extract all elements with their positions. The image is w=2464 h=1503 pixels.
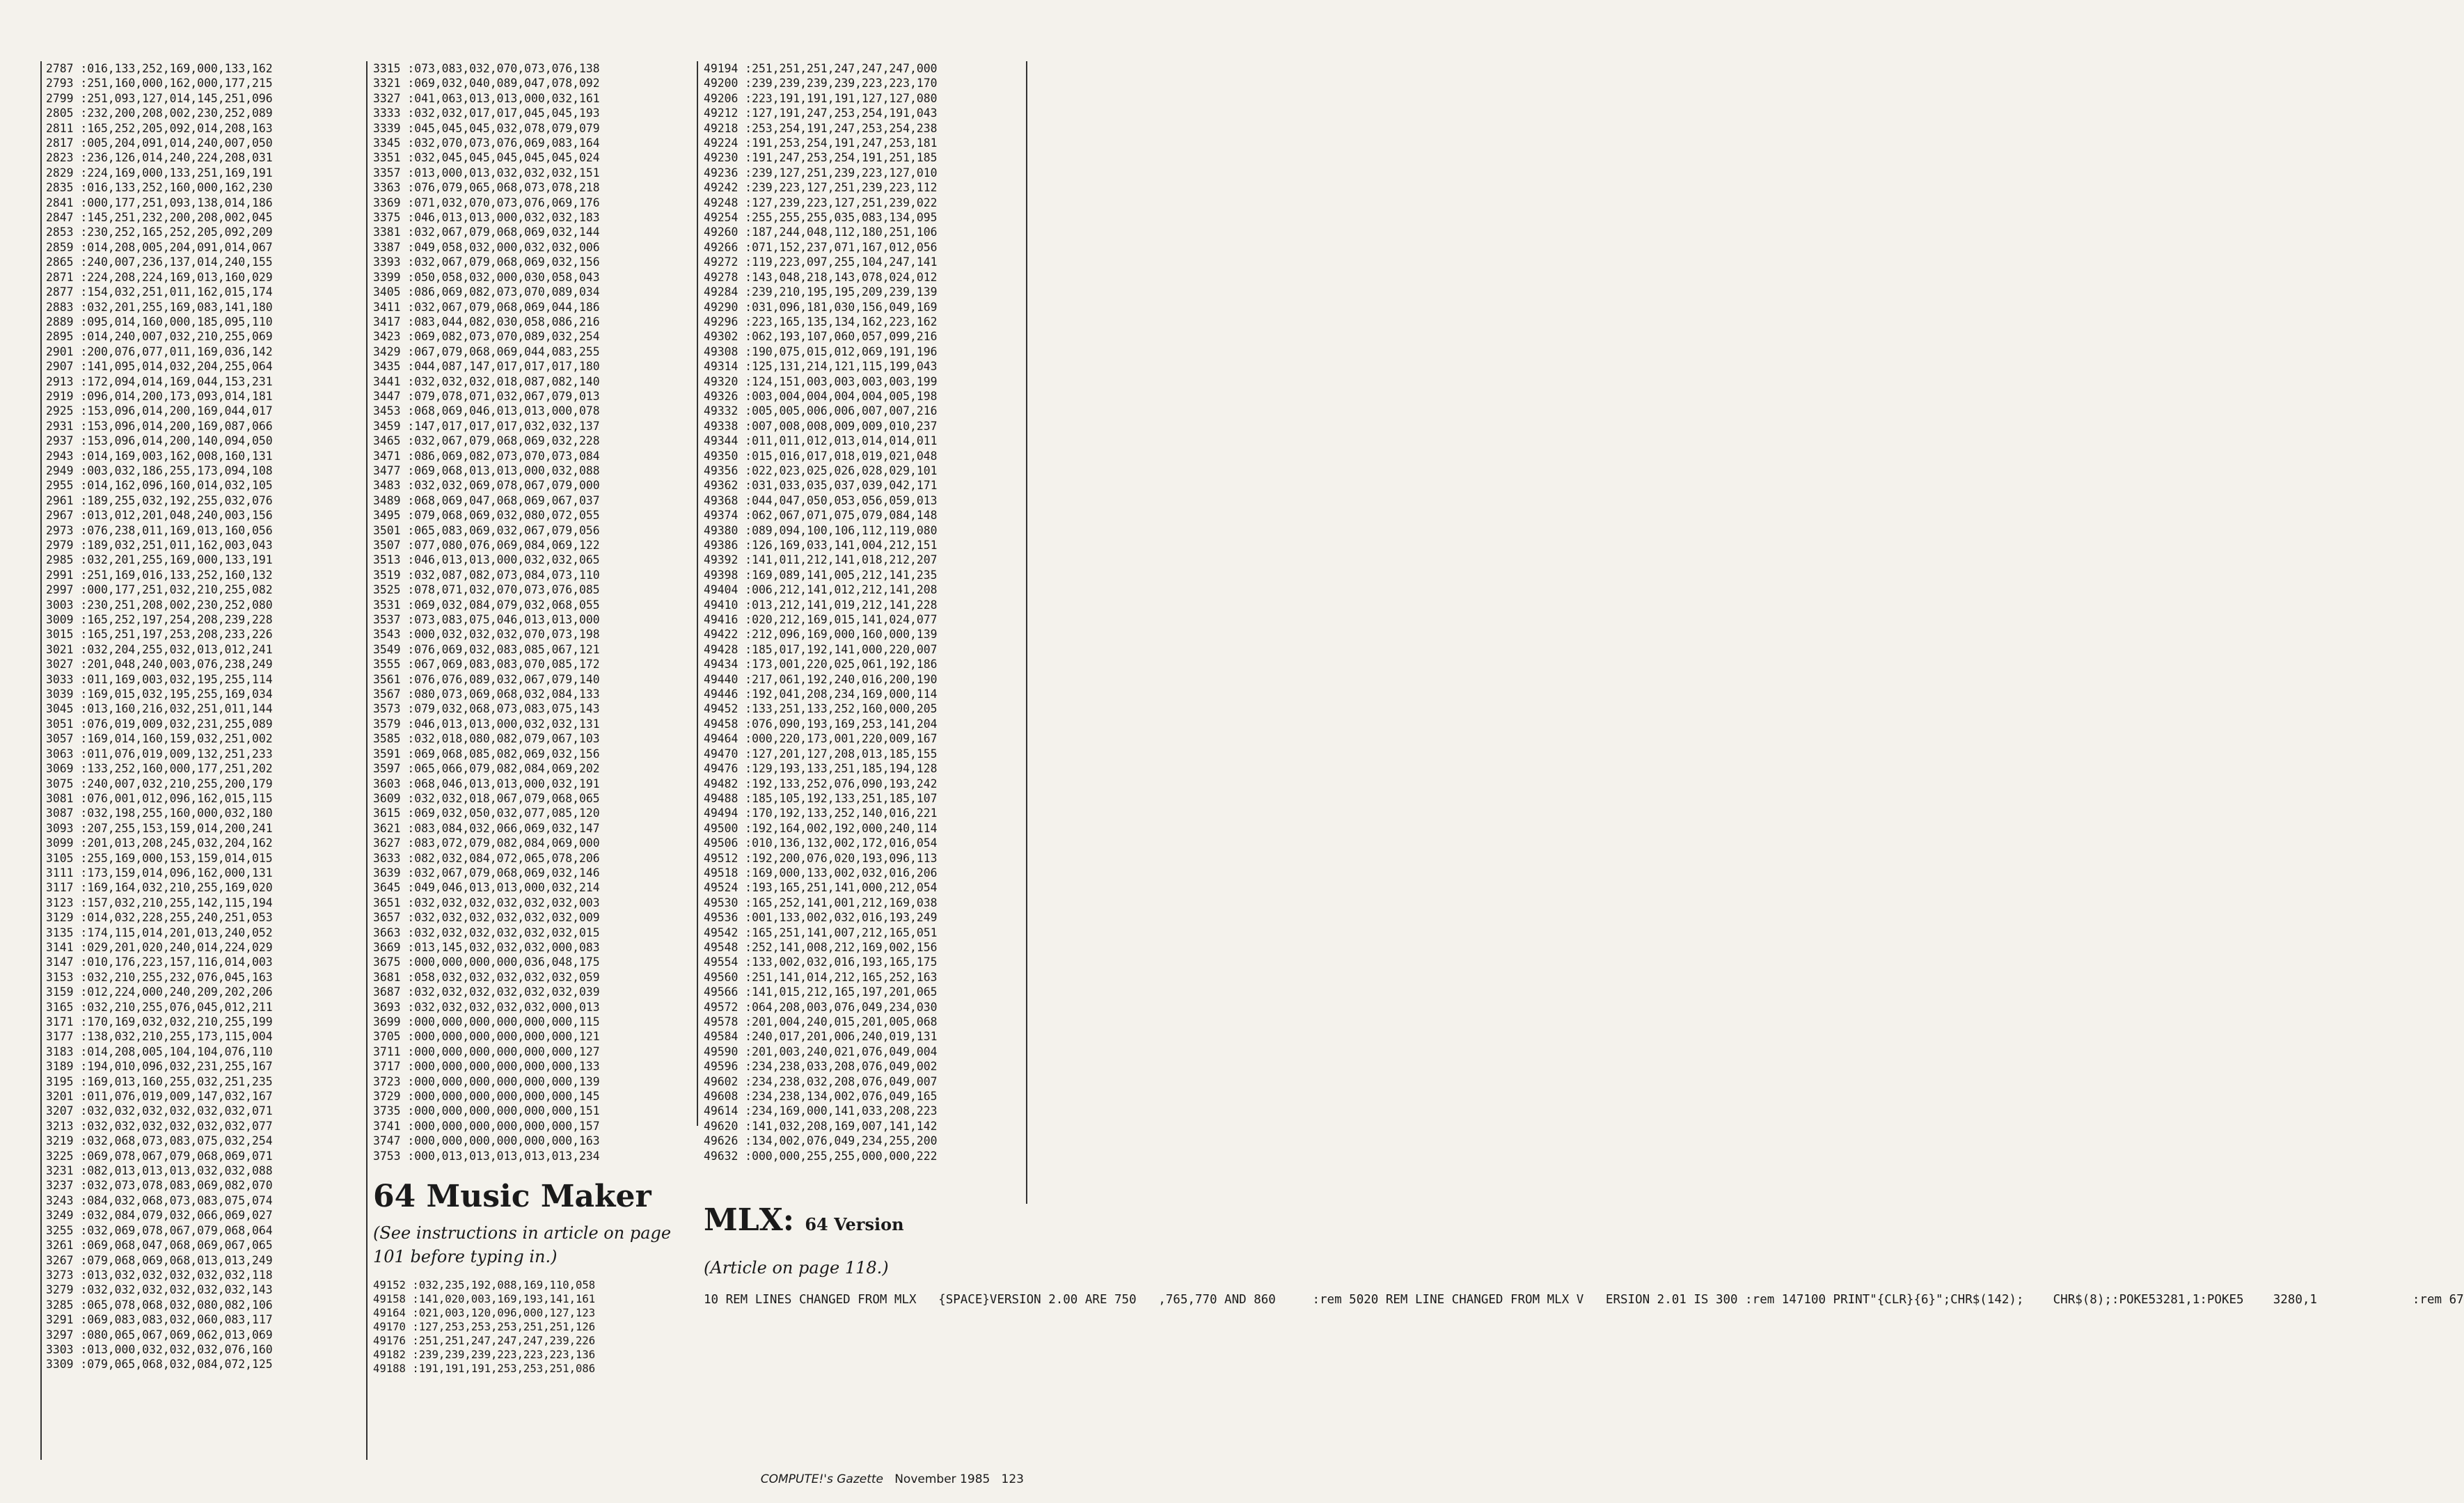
listing-column-3 — [704, 61, 2464, 1308]
listing-line: 3141 :029,201,020,240,014,224,029 — [46, 940, 273, 954]
listing-line: 3501 :065,083,069,032,067,079,056 — [373, 523, 600, 537]
listing-line: 49428 :185,017,192,141,000,220,007 — [704, 642, 938, 656]
listing-line: 49224 :191,253,254,191,247,253,181 — [704, 136, 938, 150]
listing-line: 3687 :032,032,032,032,032,032,039 — [373, 985, 600, 999]
listing-line: ERSION 2.01 IS 300 :rem 147 — [1584, 1293, 1804, 1307]
listing-line: 3477 :069,068,013,013,000,032,088 — [373, 463, 600, 477]
listing-line: 49458 :076,090,193,169,253,141,204 — [704, 717, 938, 731]
listing-column-2 — [373, 61, 686, 1376]
listing-line: 49632 :000,000,255,255,000,000,222 — [704, 1149, 938, 1163]
listing-line: 3057 :169,014,160,159,032,251,002 — [46, 732, 273, 746]
listing-line: 2955 :014,162,096,160,014,032,105 — [46, 479, 273, 493]
listing-line: 3303 :013,000,032,032,032,076,160 — [46, 1342, 273, 1356]
listing-line: 2877 :154,032,251,011,162,015,174 — [46, 285, 273, 299]
listing-line: 49572 :064,208,003,076,049,234,030 — [704, 1000, 938, 1014]
listing-line: 49158 :141,020,003,169,193,141,161 — [373, 1293, 596, 1306]
listing-line: 49320 :124,151,003,003,003,003,199 — [704, 374, 938, 388]
listing-line: 49416 :020,212,169,015,141,024,077 — [704, 613, 938, 627]
listing-line: 2811 :165,252,205,092,014,208,163 — [46, 121, 273, 135]
listing-line: 49314 :125,131,214,121,115,199,043 — [704, 360, 938, 374]
listing-line: 49422 :212,096,169,000,160,000,139 — [704, 628, 938, 642]
listing-line: 2895 :014,240,007,032,210,255,069 — [46, 330, 273, 344]
listing-line: 49206 :223,191,191,191,127,127,080 — [704, 91, 938, 105]
listing-line: 3411 :032,067,079,068,069,044,186 — [373, 300, 600, 314]
listing-line: 3327 :041,063,013,013,000,032,161 — [373, 91, 600, 105]
listing-line: 3735 :000,000,000,000,000,000,151 — [373, 1104, 600, 1118]
listing-line: 49344 :011,011,012,013,014,014,011 — [704, 434, 938, 448]
listing-line: 3693 :032,032,032,032,032,000,013 — [373, 1000, 600, 1014]
listing-line: 49464 :000,220,173,001,220,009,167 — [704, 732, 938, 746]
listing-line: 49554 :133,002,032,016,193,165,175 — [704, 955, 938, 969]
listing-line: 3195 :169,013,160,255,032,251,235 — [46, 1074, 273, 1088]
listing-line: 3009 :165,252,197,254,208,239,228 — [46, 613, 273, 627]
listing-line: 3423 :069,082,073,070,089,032,254 — [373, 330, 600, 344]
listing-line: 49530 :165,252,141,001,212,169,038 — [704, 896, 938, 909]
listing-line: 49194 :251,251,251,247,247,247,000 — [704, 62, 938, 75]
listing-line: 3561 :076,076,089,032,067,079,140 — [373, 672, 600, 686]
hex-listing — [46, 61, 359, 1372]
listing-line: 49392 :141,011,212,141,018,212,207 — [704, 553, 938, 567]
music-maker-listing — [373, 1278, 686, 1376]
listing-line: 2883 :032,201,255,169,083,141,180 — [46, 300, 273, 314]
mlx-title-main: MLX: — [704, 1202, 795, 1239]
listing-line: 49212 :127,191,247,253,254,191,043 — [704, 106, 938, 120]
listing-line: 49548 :252,141,008,212,169,002,156 — [704, 940, 938, 954]
listing-line: 49188 :191,191,191,253,253,251,086 — [373, 1362, 596, 1376]
listing-line: 2829 :224,169,000,133,251,169,191 — [46, 166, 273, 180]
listing-line: 3243 :084,032,068,073,083,075,074 — [46, 1193, 273, 1207]
hex-listing — [373, 61, 686, 1163]
listing-line: 3273 :013,032,032,032,032,032,118 — [46, 1268, 273, 1282]
listing-line: 49470 :127,201,127,208,013,185,155 — [704, 747, 938, 761]
listing-line: 3237 :032,073,078,083,069,082,070 — [46, 1179, 273, 1193]
listing-line: 3441 :032,032,032,018,087,082,140 — [373, 374, 600, 388]
listing-line: 3249 :032,084,079,032,066,069,027 — [46, 1209, 273, 1223]
listing-line: 3033 :011,169,003,032,195,255,114 — [46, 672, 273, 686]
listing-line: 2937 :153,096,014,200,140,094,050 — [46, 434, 273, 448]
listing-line: 3519 :032,087,082,073,084,073,110 — [373, 568, 600, 582]
listing-line: 2949 :003,032,186,255,173,094,108 — [46, 463, 273, 477]
listing-line: 3075 :240,007,032,210,255,200,179 — [46, 777, 273, 790]
listing-line: 3675 :000,000,000,000,036,048,175 — [373, 955, 600, 969]
listing-line: 3543 :000,032,032,032,070,073,198 — [373, 628, 600, 642]
listing-line: 49602 :234,238,032,208,076,049,007 — [704, 1074, 938, 1088]
listing-line: 3225 :069,078,067,079,068,069,071 — [46, 1149, 273, 1163]
listing-line: 3741 :000,000,000,000,000,000,157 — [373, 1119, 600, 1133]
listing-line: 49398 :169,089,141,005,212,141,235 — [704, 568, 938, 582]
listing-line: 3261 :069,068,047,068,069,067,065 — [46, 1239, 273, 1252]
listing-line: 2925 :153,096,014,200,169,044,017 — [46, 404, 273, 418]
listing-line: 2841 :000,177,251,093,138,014,186 — [46, 196, 273, 209]
listing-line: 3747 :000,000,000,000,000,000,163 — [373, 1134, 600, 1148]
listing-line: 3447 :079,078,071,032,067,079,013 — [373, 389, 600, 403]
listing-line: 3495 :079,068,069,032,080,072,055 — [373, 509, 600, 523]
listing-line: 3189 :194,010,096,032,231,255,167 — [46, 1060, 273, 1074]
listing-line: 49260 :187,244,048,112,180,251,106 — [704, 225, 938, 239]
listing-line: 3201 :011,076,019,009,147,032,167 — [46, 1090, 273, 1104]
listing-line: 2817 :005,204,091,014,240,007,050 — [46, 136, 273, 150]
listing-line: 3579 :046,013,013,000,032,032,131 — [373, 717, 600, 731]
listing-line: 3045 :013,160,216,032,251,011,144 — [46, 702, 273, 716]
listing-line: 49476 :129,193,133,251,185,194,128 — [704, 762, 938, 776]
music-maker-note: (See instructions in article on page 101 before typing in.) — [373, 1223, 672, 1267]
listing-line: 3297 :080,065,067,069,062,013,069 — [46, 1328, 273, 1342]
listing-line: 49626 :134,002,076,049,234,255,200 — [704, 1134, 938, 1148]
listing-line: 2847 :145,251,232,200,208,002,045 — [46, 211, 273, 225]
listing-line: 2793 :251,160,000,162,000,177,215 — [46, 77, 273, 90]
listing-line: 2985 :032,201,255,169,000,133,191 — [46, 553, 273, 567]
listing-line: 3285 :065,078,068,032,080,082,106 — [46, 1298, 273, 1312]
listing-line: 49482 :192,133,252,076,090,193,242 — [704, 777, 938, 790]
listing-line: 49254 :255,255,255,035,083,134,095 — [704, 211, 938, 225]
listing-line: 3387 :049,058,032,000,032,032,006 — [373, 240, 600, 254]
mlx-title — [704, 1202, 1024, 1238]
listing-line: 3027 :201,048,240,003,076,238,249 — [46, 658, 273, 671]
listing-line: 3369 :071,032,070,073,076,069,176 — [373, 196, 600, 209]
listing-line: 3555 :067,069,083,083,070,085,172 — [373, 658, 600, 671]
listing-line: 49284 :239,210,195,195,209,239,139 — [704, 285, 938, 299]
listing-line: 3381 :032,067,079,068,069,032,144 — [373, 225, 600, 239]
listing-line: 2913 :172,094,014,169,044,153,231 — [46, 374, 273, 388]
listing-line: 3219 :032,068,073,083,075,032,254 — [46, 1134, 273, 1148]
listing-column-1 — [46, 61, 359, 1372]
listing-line: 3591 :069,068,085,082,069,032,156 — [373, 747, 600, 761]
listing-line: 3111 :173,159,014,096,162,000,131 — [46, 866, 273, 880]
footer-magazine: COMPUTE!'s Gazette — [760, 1472, 883, 1486]
listing-line: 49248 :127,239,223,127,251,239,022 — [704, 196, 938, 209]
listing-line: 3279 :032,032,032,032,032,032,143 — [46, 1283, 273, 1297]
listing-line: 49380 :089,094,100,106,112,119,080 — [704, 523, 938, 537]
listing-line: {SPACE}VERSION 2.00 ARE 750 — [916, 1293, 1137, 1307]
listing-line: 49452 :133,251,133,252,160,000,205 — [704, 702, 938, 716]
listing-line: 3375 :046,013,013,000,032,032,183 — [373, 211, 600, 225]
listing-line: 3333 :032,032,017,017,045,045,193 — [373, 106, 600, 120]
listing-line: 3280,1 :rem 67 — [2243, 1293, 2464, 1307]
listing-line: 49446 :192,041,208,234,169,000,114 — [704, 687, 938, 701]
listing-line: 49266 :071,152,237,071,167,012,056 — [704, 240, 938, 254]
listing-line: 3015 :165,251,197,253,208,233,226 — [46, 628, 273, 642]
footer-issue: November 1985 — [894, 1472, 990, 1486]
listing-line: 3633 :082,032,084,072,065,078,206 — [373, 851, 600, 865]
listing-line: 3165 :032,210,255,076,045,012,211 — [46, 1000, 273, 1014]
listing-line: 3603 :068,046,013,013,000,032,191 — [373, 777, 600, 790]
listing-line: 49404 :006,212,141,012,212,141,208 — [704, 583, 938, 597]
listing-line: 3351 :032,045,045,045,045,045,024 — [373, 151, 600, 165]
listing-line: 3123 :157,032,210,255,142,115,194 — [46, 896, 273, 909]
listing-line: 3051 :076,019,009,032,231,255,089 — [46, 717, 273, 731]
listing-line: 49326 :003,004,004,004,004,005,198 — [704, 389, 938, 403]
listing-line: 3213 :032,032,032,032,032,032,077 — [46, 1119, 273, 1133]
listing-line: 3729 :000,000,000,000,000,000,145 — [373, 1090, 600, 1104]
page-footer — [761, 1472, 1024, 1486]
listing-line: 49500 :192,164,002,192,000,240,114 — [704, 821, 938, 835]
listing-line: 3345 :032,070,073,076,069,083,164 — [373, 136, 600, 150]
listing-line: 3021 :032,204,255,032,013,012,241 — [46, 642, 273, 656]
listing-line: 3513 :046,013,013,000,032,032,065 — [373, 553, 600, 567]
listing-line: 2787 :016,133,252,169,000,133,162 — [46, 62, 273, 75]
listing-line: 3231 :082,013,013,013,032,032,088 — [46, 1164, 273, 1178]
listing-line: 2889 :095,014,160,000,185,095,110 — [46, 315, 273, 328]
listing-line: 2871 :224,208,224,169,013,160,029 — [46, 270, 273, 284]
listing-line: 2979 :189,032,251,011,162,003,043 — [46, 539, 273, 552]
listing-line: 49218 :253,254,191,247,253,254,238 — [704, 121, 938, 135]
listing-line: 3309 :079,065,068,032,084,072,125 — [46, 1358, 273, 1371]
listing-line: 49290 :031,096,181,030,156,049,169 — [704, 300, 938, 314]
listing-line: 3435 :044,087,147,017,017,017,180 — [373, 360, 600, 374]
listing-line: 3105 :255,169,000,153,159,014,015 — [46, 851, 273, 865]
listing-line: 49536 :001,133,002,032,016,193,249 — [704, 911, 938, 925]
listing-line: 3207 :032,032,032,032,032,032,071 — [46, 1104, 273, 1118]
listing-line: 3753 :000,013,013,013,013,013,234 — [373, 1149, 600, 1163]
listing-line: 3159 :012,224,000,240,209,202,206 — [46, 985, 273, 999]
column-rule — [697, 61, 698, 1126]
listing-line: 49356 :022,023,025,026,028,029,101 — [704, 463, 938, 477]
listing-line: 3153 :032,210,255,232,076,045,163 — [46, 970, 273, 984]
listing-line: 3039 :169,015,032,195,255,169,034 — [46, 687, 273, 701]
listing-line: 49506 :010,136,132,002,172,016,054 — [704, 836, 938, 850]
listing-line: 2859 :014,208,005,204,091,014,067 — [46, 240, 273, 254]
mlx-basic-listing — [704, 1292, 2464, 1308]
listing-line: ,765,770 AND 860 :rem 50 — [1136, 1293, 1364, 1307]
listing-line: 3573 :079,032,068,073,083,075,143 — [373, 702, 600, 716]
footer-page-number: 123 — [1001, 1472, 1024, 1486]
listing-line: 2931 :153,096,014,200,169,087,066 — [46, 419, 273, 433]
listing-line: 49164 :021,003,120,096,000,127,123 — [373, 1307, 596, 1320]
listing-line: CHR$(8);:POKE53281,1:POKE5 — [2023, 1293, 2244, 1307]
listing-line: 3669 :013,145,032,032,032,000,083 — [373, 940, 600, 954]
listing-line: 3093 :207,255,153,159,014,200,241 — [46, 821, 273, 835]
listing-line: 49434 :173,001,220,025,061,192,186 — [704, 658, 938, 671]
listing-line: 3645 :049,046,013,013,000,032,214 — [373, 881, 600, 895]
listing-line: 49338 :007,008,008,009,009,010,237 — [704, 419, 938, 433]
listing-line: 3135 :174,115,014,201,013,240,052 — [46, 925, 273, 939]
listing-line: 3585 :032,018,080,082,079,067,103 — [373, 732, 600, 746]
listing-line: 49152 :032,235,192,088,169,110,058 — [373, 1279, 596, 1292]
listing-line: 49182 :239,239,239,223,223,223,136 — [373, 1349, 596, 1362]
listing-line: 2865 :240,007,236,137,014,240,155 — [46, 255, 273, 269]
listing-line: 2967 :013,012,201,048,240,003,156 — [46, 509, 273, 523]
listing-line: 3129 :014,032,228,255,240,251,053 — [46, 911, 273, 925]
listing-line: 20 REM LINE CHANGED FROM MLX V — [1364, 1293, 1584, 1307]
listing-line: 3621 :083,084,032,066,069,032,147 — [373, 821, 600, 835]
listing-line: 3453 :068,069,046,013,013,000,078 — [373, 404, 600, 418]
listing-line: 3651 :032,032,032,032,032,032,003 — [373, 896, 600, 909]
listing-line: 49524 :193,165,251,141,000,212,054 — [704, 881, 938, 895]
mlx-note: (Article on page 118.) — [704, 1258, 889, 1278]
listing-line: 3681 :058,032,032,032,032,032,059 — [373, 970, 600, 984]
listing-line: 3321 :069,032,040,089,047,078,092 — [373, 77, 600, 90]
listing-line: 49374 :062,067,071,075,079,084,148 — [704, 509, 938, 523]
listing-line: 49386 :126,169,033,141,004,212,151 — [704, 539, 938, 552]
listing-line: 49590 :201,003,240,021,076,049,004 — [704, 1044, 938, 1058]
listing-line: 3357 :013,000,013,032,032,032,151 — [373, 166, 600, 180]
listing-line: 3639 :032,067,079,068,069,032,146 — [373, 866, 600, 880]
listing-line: 3339 :045,045,045,032,078,079,079 — [373, 121, 600, 135]
listing-line: 49488 :185,105,192,133,251,185,107 — [704, 791, 938, 805]
listing-line: 3627 :083,072,079,082,084,069,000 — [373, 836, 600, 850]
listing-line: 2997 :000,177,251,032,210,255,082 — [46, 583, 273, 597]
listing-line: 3459 :147,017,017,017,032,032,137 — [373, 419, 600, 433]
listing-line: 3363 :076,079,065,068,073,078,218 — [373, 181, 600, 195]
listing-line: 49368 :044,047,050,053,056,059,013 — [704, 493, 938, 507]
listing-line: 49608 :234,238,134,002,076,049,165 — [704, 1090, 938, 1104]
listing-line: 2943 :014,169,003,162,008,160,131 — [46, 449, 273, 463]
listing-line: 3699 :000,000,000,000,000,000,115 — [373, 1015, 600, 1028]
listing-line: 49350 :015,016,017,018,019,021,048 — [704, 449, 938, 463]
listing-line: 49308 :190,075,015,012,069,191,196 — [704, 344, 938, 358]
listing-line: 2805 :232,200,208,002,230,252,089 — [46, 106, 273, 120]
listing-line: 49560 :251,141,014,212,165,252,163 — [704, 970, 938, 984]
listing-line: 3087 :032,198,255,160,000,032,180 — [46, 806, 273, 820]
listing-line: 3531 :069,032,084,079,032,068,055 — [373, 598, 600, 612]
listing-line: 3609 :032,032,018,067,079,068,065 — [373, 791, 600, 805]
listing-line: 49596 :234,238,033,208,076,049,002 — [704, 1060, 938, 1074]
listing-line: 49542 :165,251,141,007,212,165,051 — [704, 925, 938, 939]
listing-line: 3315 :073,083,032,070,073,076,138 — [373, 62, 600, 75]
listing-line: 3183 :014,208,005,104,104,076,110 — [46, 1044, 273, 1058]
listing-line: 3489 :068,069,047,068,069,067,037 — [373, 493, 600, 507]
listing-line: 10 REM LINES CHANGED FROM MLX — [704, 1293, 917, 1307]
listing-line: 49620 :141,032,208,169,007,141,142 — [704, 1119, 938, 1133]
listing-line: 2901 :200,076,077,011,169,036,142 — [46, 344, 273, 358]
listing-line: 49278 :143,048,218,143,078,024,012 — [704, 270, 938, 284]
listing-line: 49494 :170,192,133,252,140,016,221 — [704, 806, 938, 820]
listing-line: 49170 :127,253,253,253,251,251,126 — [373, 1321, 596, 1334]
listing-line: 3507 :077,080,076,069,084,069,122 — [373, 539, 600, 552]
listing-line: 2907 :141,095,014,032,204,255,064 — [46, 360, 273, 374]
listing-line: 2919 :096,014,200,173,093,014,181 — [46, 389, 273, 403]
listing-line: 49512 :192,200,076,020,193,096,113 — [704, 851, 938, 865]
listing-line: 3399 :050,058,032,000,030,058,043 — [373, 270, 600, 284]
listing-line: 3417 :083,044,082,030,058,086,216 — [373, 315, 600, 328]
listing-line: 49230 :191,247,253,254,191,251,185 — [704, 151, 938, 165]
listing-line: 49236 :239,127,251,239,223,127,010 — [704, 166, 938, 180]
listing-line: 49200 :239,239,239,239,223,223,170 — [704, 77, 938, 90]
listing-line: 3705 :000,000,000,000,000,000,121 — [373, 1030, 600, 1044]
listing-line: 3597 :065,066,079,082,084,069,202 — [373, 762, 600, 776]
listing-line: 2835 :016,133,252,160,000,162,230 — [46, 181, 273, 195]
hex-listing — [704, 61, 1024, 1163]
listing-line: 2961 :189,255,032,192,255,032,076 — [46, 493, 273, 507]
music-maker-title: 64 Music Maker — [373, 1179, 651, 1215]
listing-line: 3003 :230,251,208,002,230,252,080 — [46, 598, 273, 612]
listing-line: 49242 :239,223,127,251,239,223,112 — [704, 181, 938, 195]
listing-line: 3081 :076,001,012,096,162,015,115 — [46, 791, 273, 805]
listing-line: 2799 :251,093,127,014,145,251,096 — [46, 91, 273, 105]
column-rule — [40, 61, 42, 1460]
listing-line: 49440 :217,061,192,240,016,200,190 — [704, 672, 938, 686]
listing-line: 3711 :000,000,000,000,000,000,127 — [373, 1044, 600, 1058]
listing-line: 3567 :080,073,069,068,032,084,133 — [373, 687, 600, 701]
listing-line: 3267 :079,068,069,068,013,013,249 — [46, 1253, 273, 1267]
listing-line: 49296 :223,165,135,134,162,223,162 — [704, 315, 938, 328]
column-rule — [1026, 61, 1027, 1204]
listing-line: 3405 :086,069,082,073,070,089,034 — [373, 285, 600, 299]
listing-line: 2991 :251,169,016,133,252,160,132 — [46, 568, 273, 582]
listing-line: 3429 :067,079,068,069,044,083,255 — [373, 344, 600, 358]
listing-line: 3063 :011,076,019,009,132,251,233 — [46, 747, 273, 761]
listing-line: 3171 :170,169,032,032,210,255,199 — [46, 1015, 273, 1028]
listing-line: 49518 :169,000,133,002,032,016,206 — [704, 866, 938, 880]
listing-line: 3549 :076,069,032,083,085,067,121 — [373, 642, 600, 656]
listing-line: 3717 :000,000,000,000,000,000,133 — [373, 1060, 600, 1074]
listing-line: 49272 :119,223,097,255,104,247,141 — [704, 255, 938, 269]
listing-line: 2853 :230,252,165,252,205,092,209 — [46, 225, 273, 239]
listing-line: 3255 :032,069,078,067,079,068,064 — [46, 1223, 273, 1237]
listing-line: 3663 :032,032,032,032,032,032,015 — [373, 925, 600, 939]
listing-line: 2823 :236,126,014,240,224,208,031 — [46, 151, 273, 165]
column-rule — [366, 61, 368, 1460]
listing-line: 3177 :138,032,210,255,173,115,004 — [46, 1030, 273, 1044]
listing-line: 2973 :076,238,011,169,013,160,056 — [46, 523, 273, 537]
listing-line: 3147 :010,176,223,157,116,014,003 — [46, 955, 273, 969]
listing-line: 49362 :031,033,035,037,039,042,171 — [704, 479, 938, 493]
listing-line: 3099 :201,013,208,245,032,204,162 — [46, 836, 273, 850]
listing-line: 49332 :005,005,006,006,007,007,216 — [704, 404, 938, 418]
listing-line: 3723 :000,000,000,000,000,000,139 — [373, 1074, 600, 1088]
mlx-subtitle: 64 Version — [805, 1214, 904, 1235]
listing-line: 3483 :032,032,069,078,067,079,000 — [373, 479, 600, 493]
listing-line: 3393 :032,067,079,068,069,032,156 — [373, 255, 600, 269]
listing-line: 49578 :201,004,240,015,201,005,068 — [704, 1015, 938, 1028]
listing-line: 3471 :086,069,082,073,070,073,084 — [373, 449, 600, 463]
listing-line: 3537 :073,083,075,046,013,013,000 — [373, 613, 600, 627]
listing-line: 3525 :078,071,032,070,073,076,085 — [373, 583, 600, 597]
listing-line: 3657 :032,032,032,032,032,032,009 — [373, 911, 600, 925]
listing-line: 49614 :234,169,000,141,033,208,223 — [704, 1104, 938, 1118]
listing-line: 49302 :062,193,107,060,057,099,216 — [704, 330, 938, 344]
listing-line: 49566 :141,015,212,165,197,201,065 — [704, 985, 938, 999]
listing-line: 49410 :013,212,141,019,212,141,228 — [704, 598, 938, 612]
listing-line: 3615 :069,032,050,032,077,085,120 — [373, 806, 600, 820]
listing-line: 49584 :240,017,201,006,240,019,131 — [704, 1030, 938, 1044]
listing-line: 3465 :032,067,079,068,069,032,228 — [373, 434, 600, 448]
listing-line: 100 PRINT"{CLR}{6}";CHR$(142); — [1803, 1293, 2024, 1307]
listing-line: 3291 :069,083,083,032,060,083,117 — [46, 1313, 273, 1327]
listing-line: 3069 :133,252,160,000,177,251,202 — [46, 762, 273, 776]
listing-line: 3117 :169,164,032,210,255,169,020 — [46, 881, 273, 895]
listing-line: 49176 :251,251,247,247,247,239,226 — [373, 1335, 596, 1348]
